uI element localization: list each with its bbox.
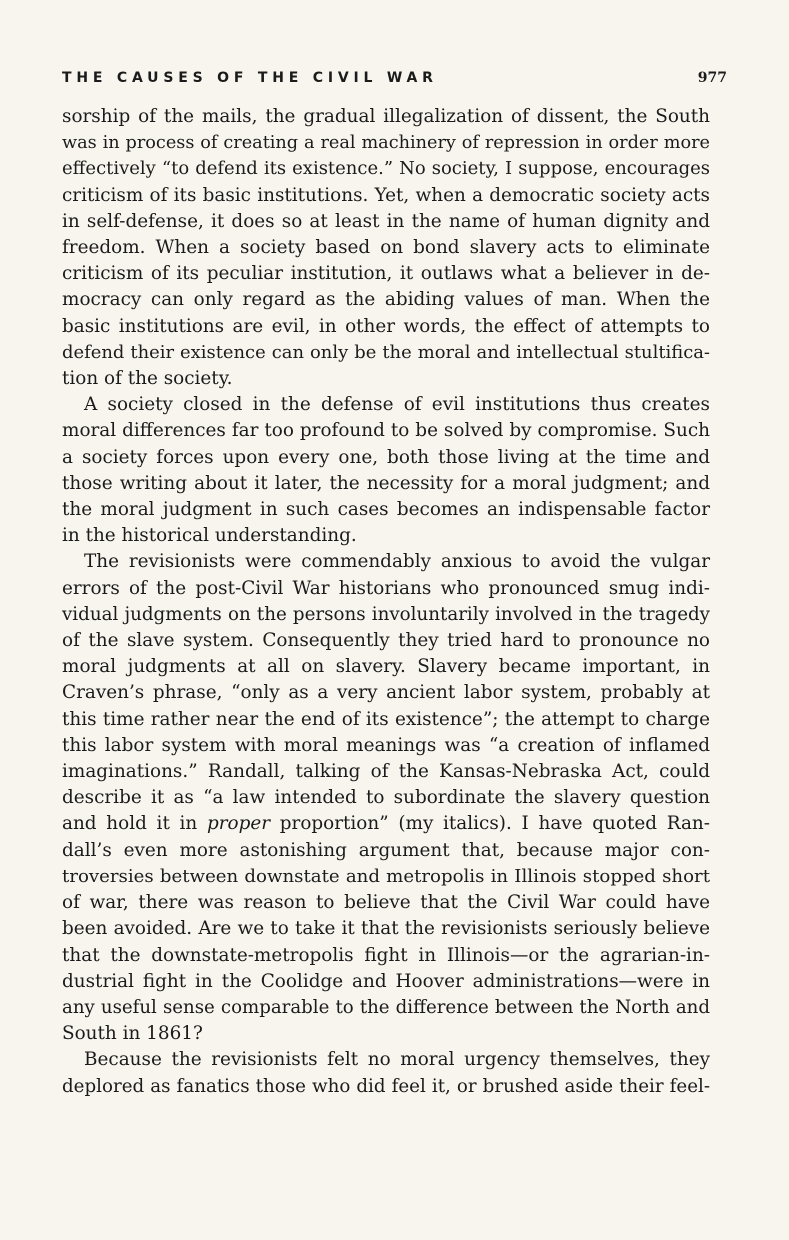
body-text <box>62 104 710 1100</box>
text-line: of the slave system. Consequently they tried hard to pronounce no <box>62 630 710 652</box>
text-line: Craven’s phrase, “only as a very ancient labor system, probably at <box>62 682 710 704</box>
running-head <box>62 70 727 86</box>
text-line: dall’s even more astonishing argument that, because major con- <box>62 839 710 861</box>
text-line: errors of the post-Civil War historians who pronounced smug indi- <box>62 577 710 599</box>
text-line: imaginations.” Randall, talking of the Kansas-Nebraska Act, could <box>62 761 710 783</box>
text-line: in the historical understanding. <box>62 525 357 547</box>
text-line: freedom. When a society based on bond slavery acts to eliminate <box>62 237 710 259</box>
text-line: mocracy can only regard as the abiding values of man. When the <box>62 289 710 311</box>
text-line: any useful sense comparable to the difference between the North and <box>62 996 710 1018</box>
text-line: criticism of its peculiar institution, it outlaws what a believer in de- <box>62 263 710 285</box>
text-line: defend their existence can only be the moral and intellectual stultifica- <box>62 341 710 363</box>
text-line: of war, there was reason to believe that the Civil War could have <box>62 892 710 914</box>
text-line: been avoided. Are we to take it that the revisionists seriously believe <box>62 918 710 940</box>
paragraph-first-line: Because the revisionists felt no moral urgency themselves, they <box>84 1049 710 1071</box>
text-line: this labor system with moral meanings was “a creation of inflamed <box>62 734 710 756</box>
text-line: those writing about it later, the necessity for a moral judgment; and <box>62 472 710 494</box>
text-line: dustrial fight in the Coolidge and Hoover administrations—were in <box>62 970 710 992</box>
text-line: this time rather near the end of its existence”; the attempt to charge <box>62 708 710 730</box>
text-line: vidual judgments on the persons involuntarily involved in the tragedy <box>62 603 710 625</box>
text-line: the moral judgment in such cases becomes an indispensable factor <box>62 499 710 521</box>
text-line: deplored as fanatics those who did feel it, or brushed aside their feel- <box>62 1075 710 1097</box>
text-line: tion of the society. <box>62 368 233 390</box>
text-segment: proportion” (my italics). I have quoted Ran- <box>270 813 710 835</box>
text-line: sorship of the mails, the gradual illegalization of dissent, the South <box>62 106 710 127</box>
text-line: in self-defense, it does so at least in the name of human dignity and <box>62 210 710 232</box>
page-number: 977 <box>697 70 727 86</box>
italic-word: proper <box>206 813 271 835</box>
running-title: THE CAUSES OF THE CIVIL WAR <box>62 70 438 86</box>
text-line: basic institutions are evil, in other words, the effect of attempts to <box>62 315 710 337</box>
text-line: South in 1861? <box>62 1023 203 1045</box>
paragraph-first-line: The revisionists were commendably anxious to avoid the vulgar <box>84 551 710 573</box>
text-line: a society forces upon every one, both those living at the time and <box>62 446 710 468</box>
text-line: criticism of its basic institutions. Yet, when a democratic society acts <box>62 184 710 206</box>
text-segment: and hold it in <box>62 813 207 835</box>
text-line: that the downstate-metropolis fight in Illinois—or the agrarian-in- <box>62 944 710 966</box>
text-line: was in process of creating a real machinery of repression in order more <box>62 133 710 154</box>
text-line: moral differences far too profound to be solved by compromise. Such <box>62 420 710 442</box>
text-line: troversies between downstate and metropolis in Illinois stopped short <box>62 865 710 887</box>
text-line: describe it as “a law intended to subordinate the slavery question <box>62 787 710 809</box>
text-line-with-italic <box>62 811 710 837</box>
text-line: moral judgments at all on slavery. Slavery became important, in <box>62 656 710 678</box>
paragraph-first-line: A society closed in the defense of evil institutions thus creates <box>84 394 710 416</box>
text-line: effectively “to defend its existence.” No society, I suppose, encourages <box>62 158 710 180</box>
